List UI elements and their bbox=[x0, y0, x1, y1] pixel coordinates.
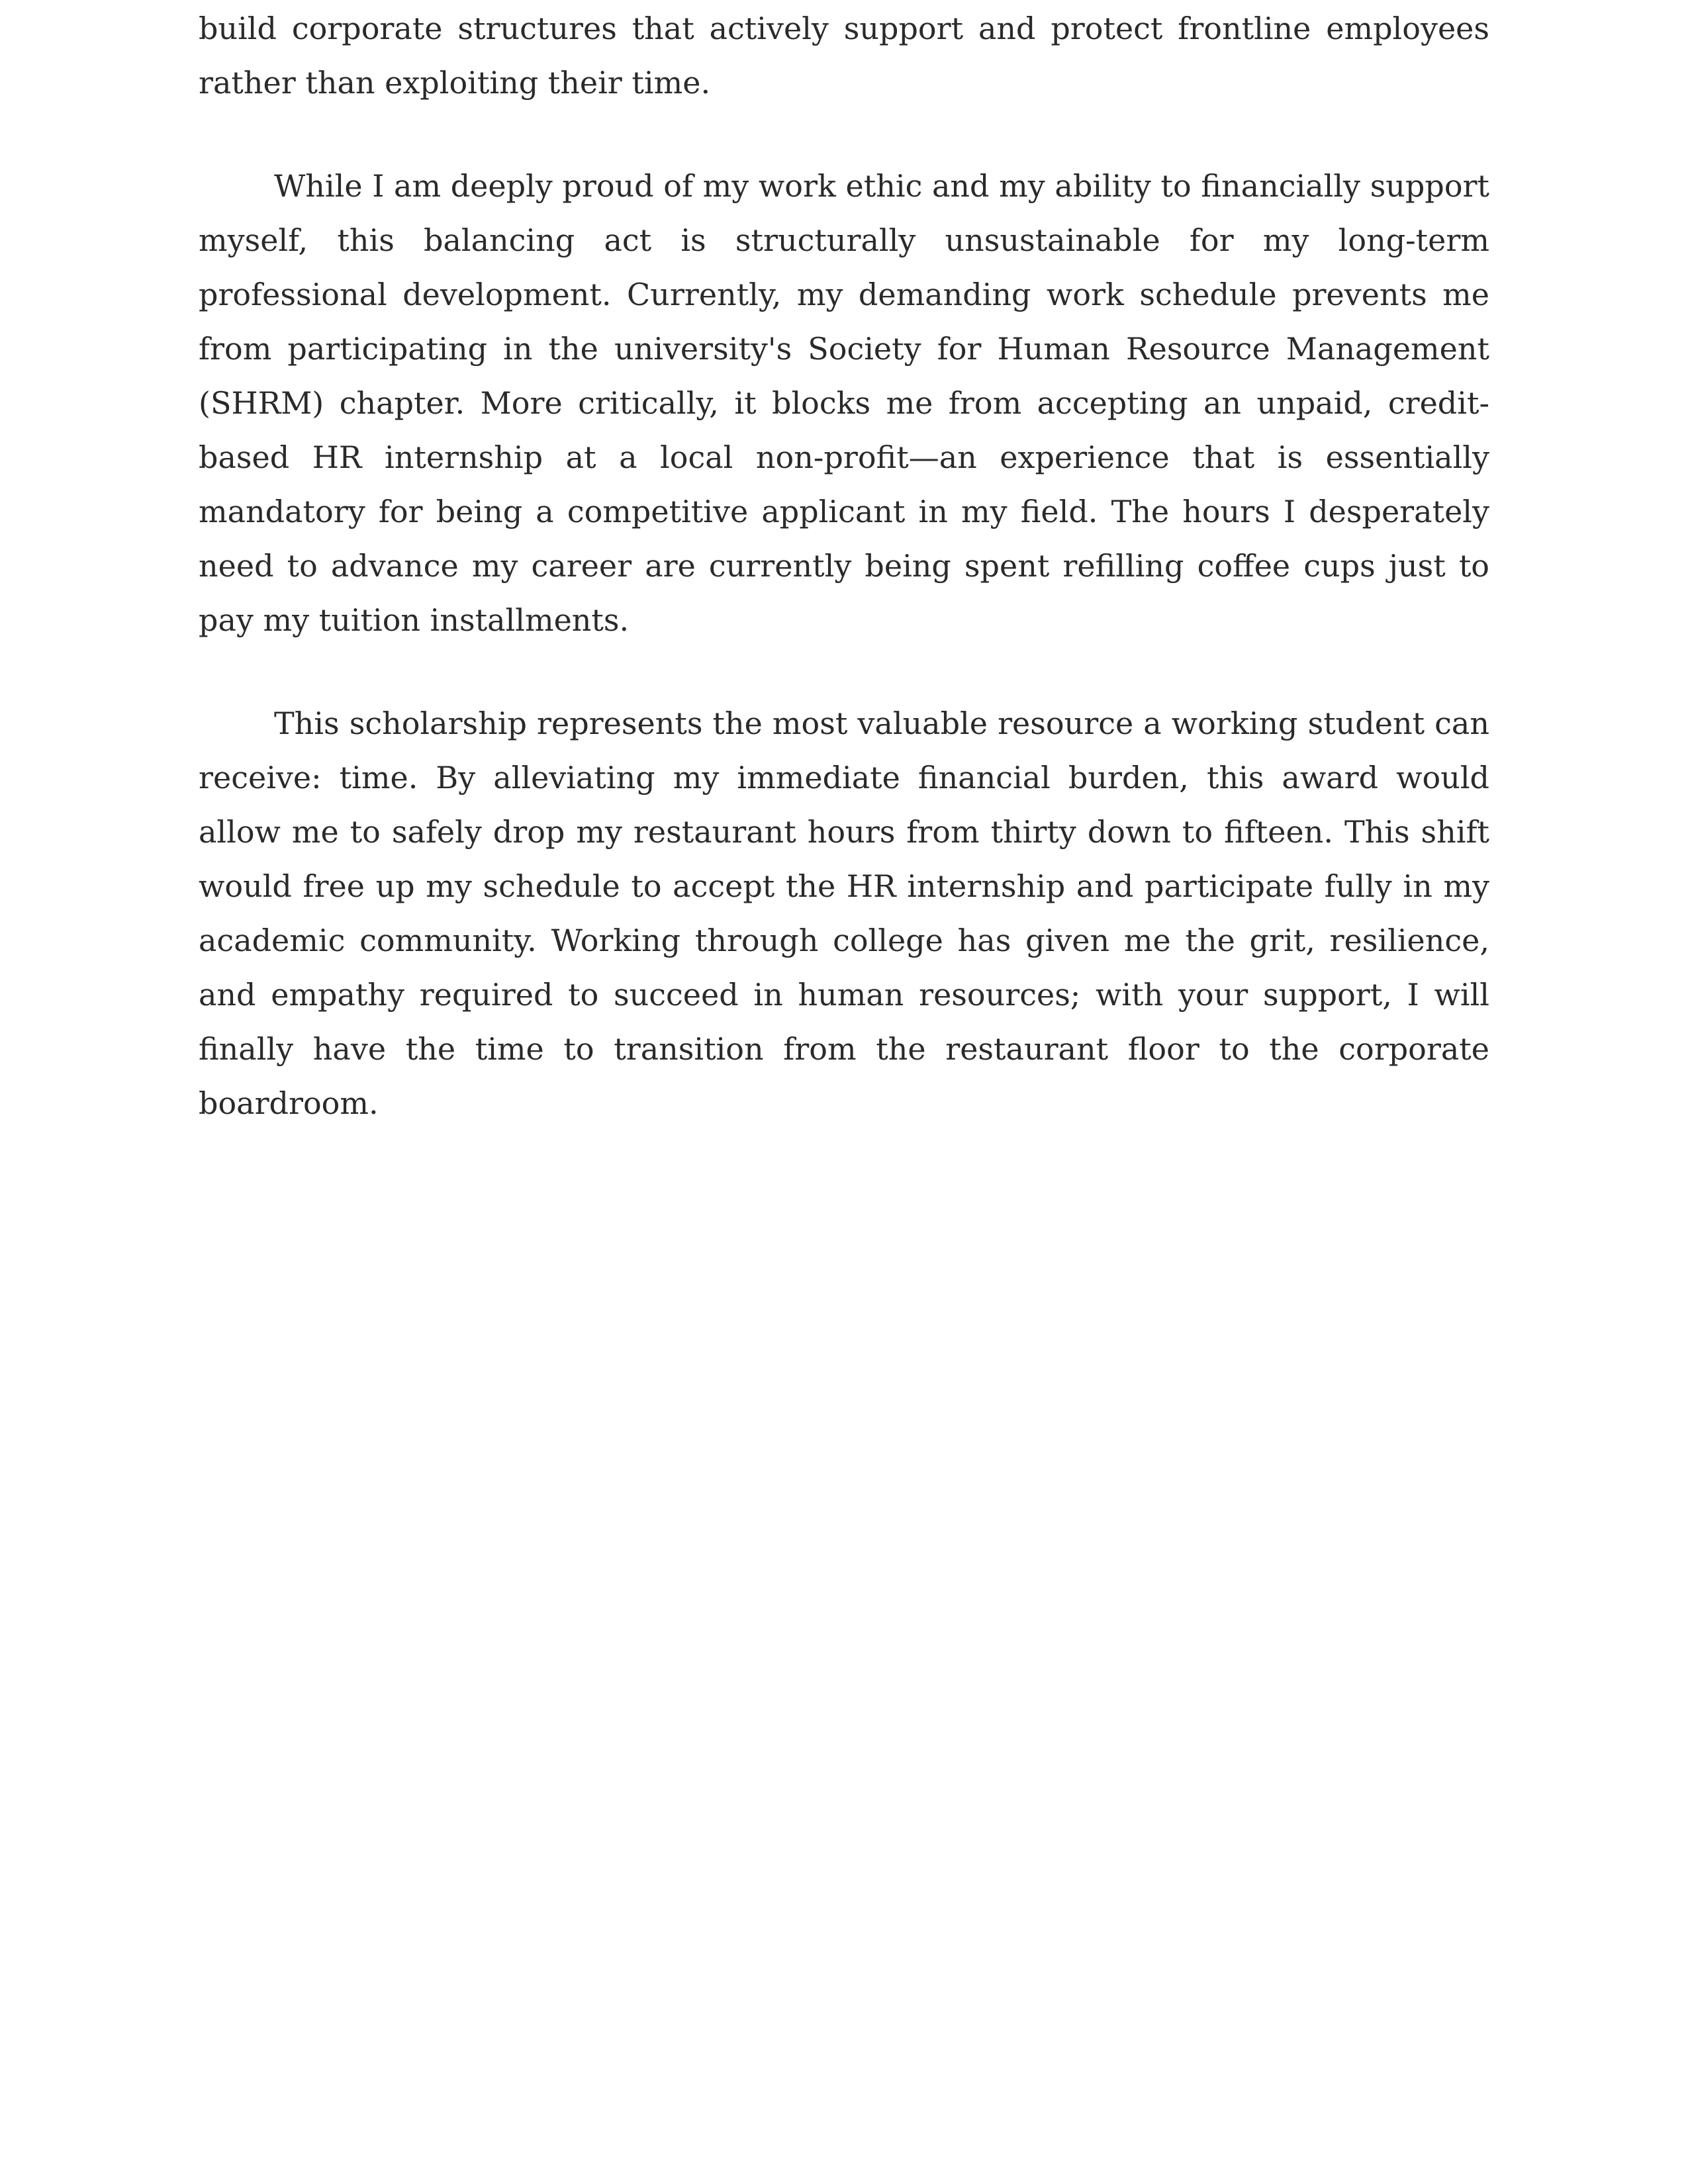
paragraph-scholarship-impact: This scholarship represents the most valuable resource a working student can receive: time. By alleviating my immediate financial burden, this award would allow me to safely drop my restaurant hours from thirty down to fifteen. This shift would free up my schedule to accept the HR internship and participate fully in my academic community. Working through college has given me the grit, resilience, and empathy required to succeed in human resources; with your support, I will finally have the time to transition from the restaurant floor to the corporate boardroom. bbox=[199, 705, 1489, 1121]
paragraph-work-balance: While I am deeply proud of my work ethic and my ability to financially support myself, this balancing act is structurally unsustainable for my long-term professional development. Currently, my demanding work schedule prevents me from participating in the university's Society for Human Resource Management (SHRM) chapter. More critically, it blocks me from accepting an unpaid, credit-based HR internship at a local non-profit—an experience that is essentially mandatory for being a competitive applicant in my field. The hours I desperately need to advance my career are currently being spent refilling coffee cups just to pay my tuition installments. bbox=[199, 168, 1489, 638]
document-page bbox=[199, 0, 1489, 1179]
paragraph-continued: build corporate structures that actively support and protect frontline employees rather than exploiting their time. bbox=[199, 11, 1489, 101]
